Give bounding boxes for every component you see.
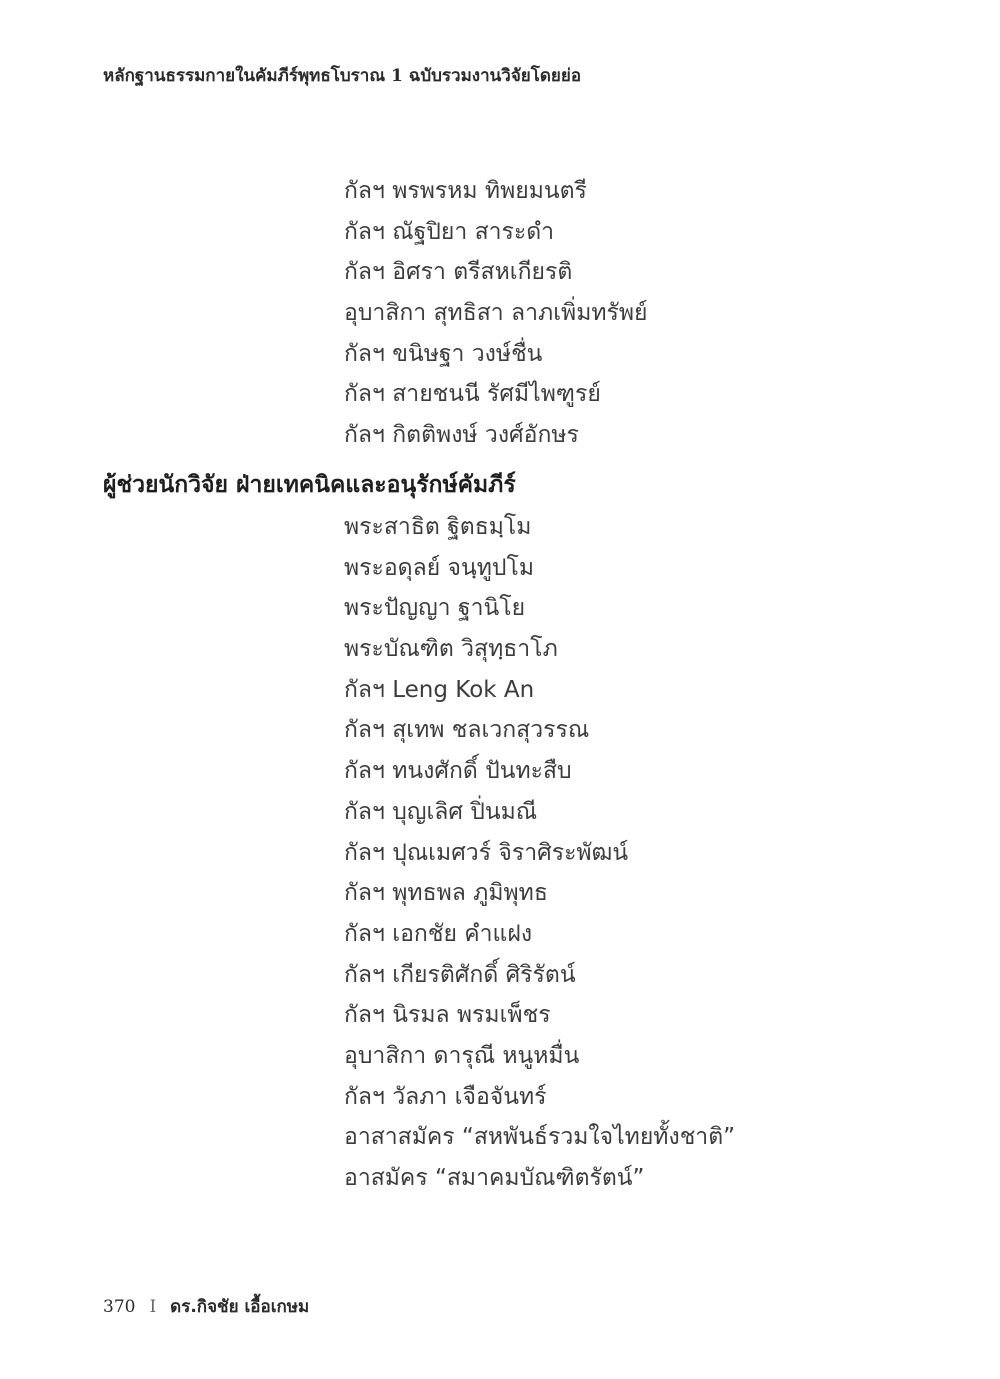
list-item: พระสาธิต ฐิตธมฺโม [344,514,532,540]
list-item: กัลฯ วัลภา เจือจันทร์ [344,1083,547,1110]
list-item: กัลฯ ณัฐปิยา สาระดำ [344,218,555,245]
list-item: กัลฯ เกียรติศักดิ์ ศิริรัตน์ [344,961,576,988]
list-item: กัลฯ ขนิษฐา วงษ์ชื่น [344,340,543,367]
page-number: 370 [103,1297,136,1317]
list-item: กัลฯ พุทธพล ภูมิพุทธ [344,880,548,907]
running-header: หลักฐานธรรมกายในคัมภีร์พุทธโบราณ 1 ฉบับรวมงานวิจัยโดยย่อ [103,66,582,86]
list-item: กัลฯ สุเทพ ชลเวกสุวรรณ [344,717,590,744]
list-item: กัลฯ อิศรา ตรีสหเกียรติ [344,259,573,286]
list-item: อุบาสิกา ดารุณี หนูหมื่น [344,1042,580,1069]
list-item: พระปัญญา ฐานิโย [344,595,526,622]
list-item: กัลฯ ทนงศักดิ์ ปันทะสืบ [344,758,572,785]
list-item: กัลฯ สายชนนี รัศมีไพฑูรย์ [344,381,601,408]
list-item: อาสมัคร “สมาคมบัณฑิตรัตน์” [344,1165,645,1191]
list-item: กัลฯ กิตติพงษ์ วงศ์อักษร [344,422,579,449]
footer-separator: I [149,1297,157,1317]
list-item: กัลฯ เอกชัย คำแฝง [344,920,533,947]
section-heading: ผู้ช่วยนักวิจัย ฝ่ายเทคนิคและอนุรักษ์คัมภีร์ [103,472,516,498]
list-item: กัลฯ บุญเลิศ ปิ่นมณี [344,798,538,825]
list-item: กัลฯ ปุณเมศวร์ จิราศิระพัฒน์ [344,839,629,866]
list-item: อาสาสมัคร “สหพันธ์รวมใจไทยทั้งชาติ” [344,1124,736,1151]
list-item: กัลฯ พรพรหม ทิพยมนตรี [344,178,587,204]
author-name: ดร.กิจชัย เอื้อเกษม [170,1297,310,1317]
list-item: กัลฯ นิรมล พรมเพ็ชร [344,1002,551,1029]
names-list-1 [344,171,648,456]
list-item: พระอดุลย์ จนฺทูปโม [344,554,534,581]
list-item: อุบาสิกา สุทธิสา ลาภเพิ่มทรัพย์ [344,300,648,327]
list-item: กัลฯ Leng Kok An [344,676,535,703]
list-item: พระบัณฑิต วิสุทฺธาโภ [344,636,558,663]
names-list-2 [344,507,735,1199]
page-footer [103,1293,309,1320]
